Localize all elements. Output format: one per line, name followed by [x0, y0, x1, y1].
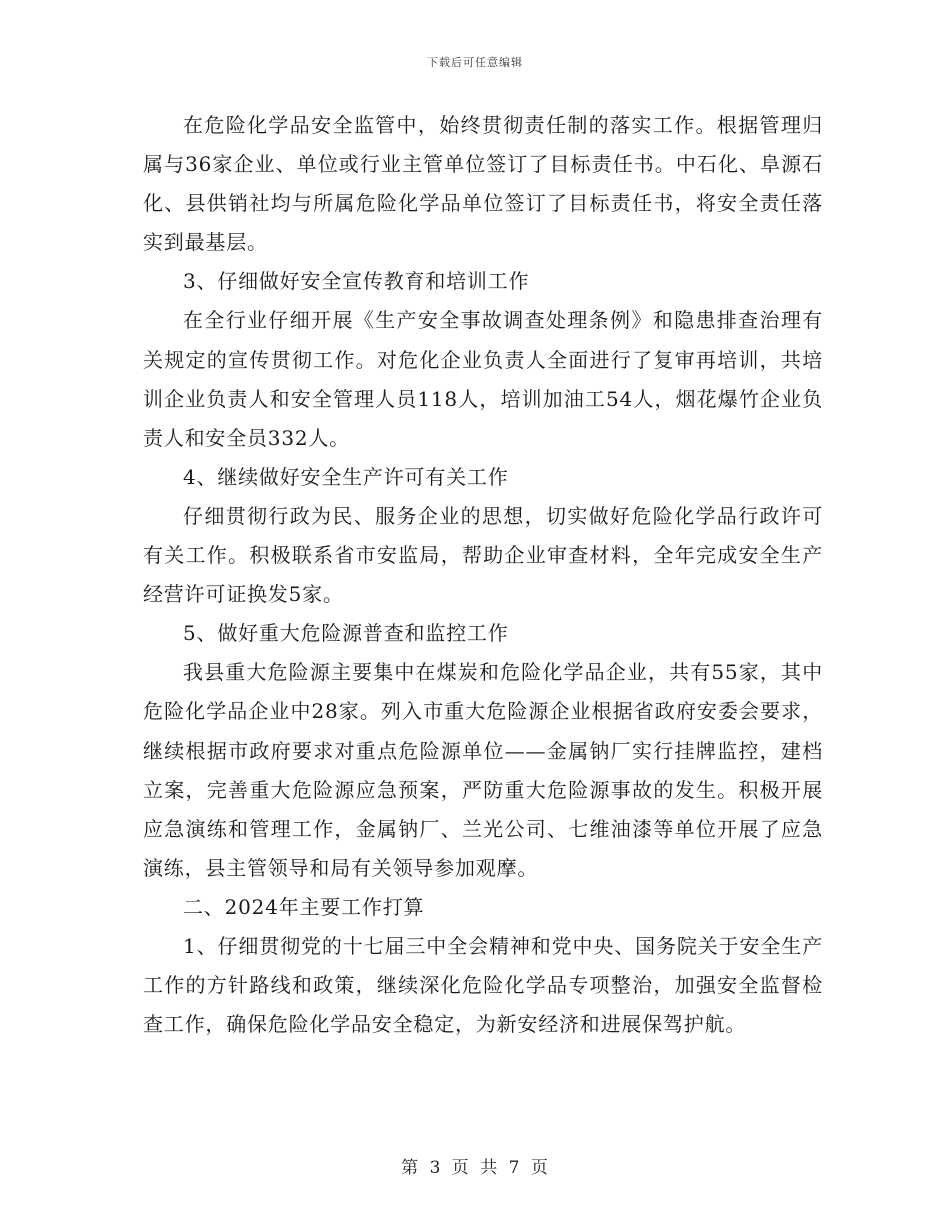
heading-work-plan: 二、2024年主要工作打算	[183, 894, 425, 919]
paragraph-work-plan-1: 1、仔细贯彻党的十七届三中全会精神和党中央、国务院关于安全生产工作的方针路线和政策，继续深化危险化学品专项整治，加强安全监督检查工作，确保危险化学品安全稳定，为新安经济和进展保驾护航。	[143, 933, 823, 1037]
paragraph-hazard-sources: 我县重大危险源主要集中在煤炭和危险化学品企业，共有55家，其中危险化学品企业中28家。列入市重大危险源企业根据省政府安委会要求，继续根据市政府要求对重点危险源单位——金属钠厂实行挂牌监控，建档立案，完善重大危险源应急预案，严防重大危险源事故的发生。积极开展应急演练和管理工作，金属钠厂、兰光公司、七维油漆等单位开展了应急演练，县主管领导和局有关领导参加观摩。	[143, 660, 823, 880]
paragraph-responsibility: 在危险化学品安全监管中，始终贯彻责任制的落实工作。根据管理归属与36家企业、单位或行业主管单位签订了目标责任书。中石化、阜源石化、县供销社均与所属危险化学品单位签订了目标责任书，将安全责任落实到最基层。	[143, 113, 823, 255]
page-number: 第 3 页 共 7 页	[401, 1158, 549, 1178]
page-header: 下载后可任意编辑	[427, 56, 523, 69]
heading-hazard-sources: 5、做好重大危险源普查和监控工作	[183, 621, 509, 646]
paragraph-production-license: 仔细贯彻行政为民、服务企业的思想，切实做好危险化学品行政许可有关工作。积极联系省市安监局，帮助企业审查材料，全年完成安全生产经营许可证换发5家。	[143, 503, 823, 607]
document-body	[143, 106, 823, 1044]
heading-production-license: 4、继续做好安全生产许可有关工作	[183, 464, 509, 489]
heading-safety-training: 3、仔细做好安全宣传教育和培训工作	[183, 269, 530, 294]
paragraph-safety-training: 在全行业仔细开展《生产安全事故调查处理条例》和隐患排查治理有关规定的宣传贯彻工作。对危化企业负责人全面进行了复审再培训，共培训企业负责人和安全管理人员118人，培训加油工54人，烟花爆竹企业负责人和安全员332人。	[143, 308, 823, 450]
